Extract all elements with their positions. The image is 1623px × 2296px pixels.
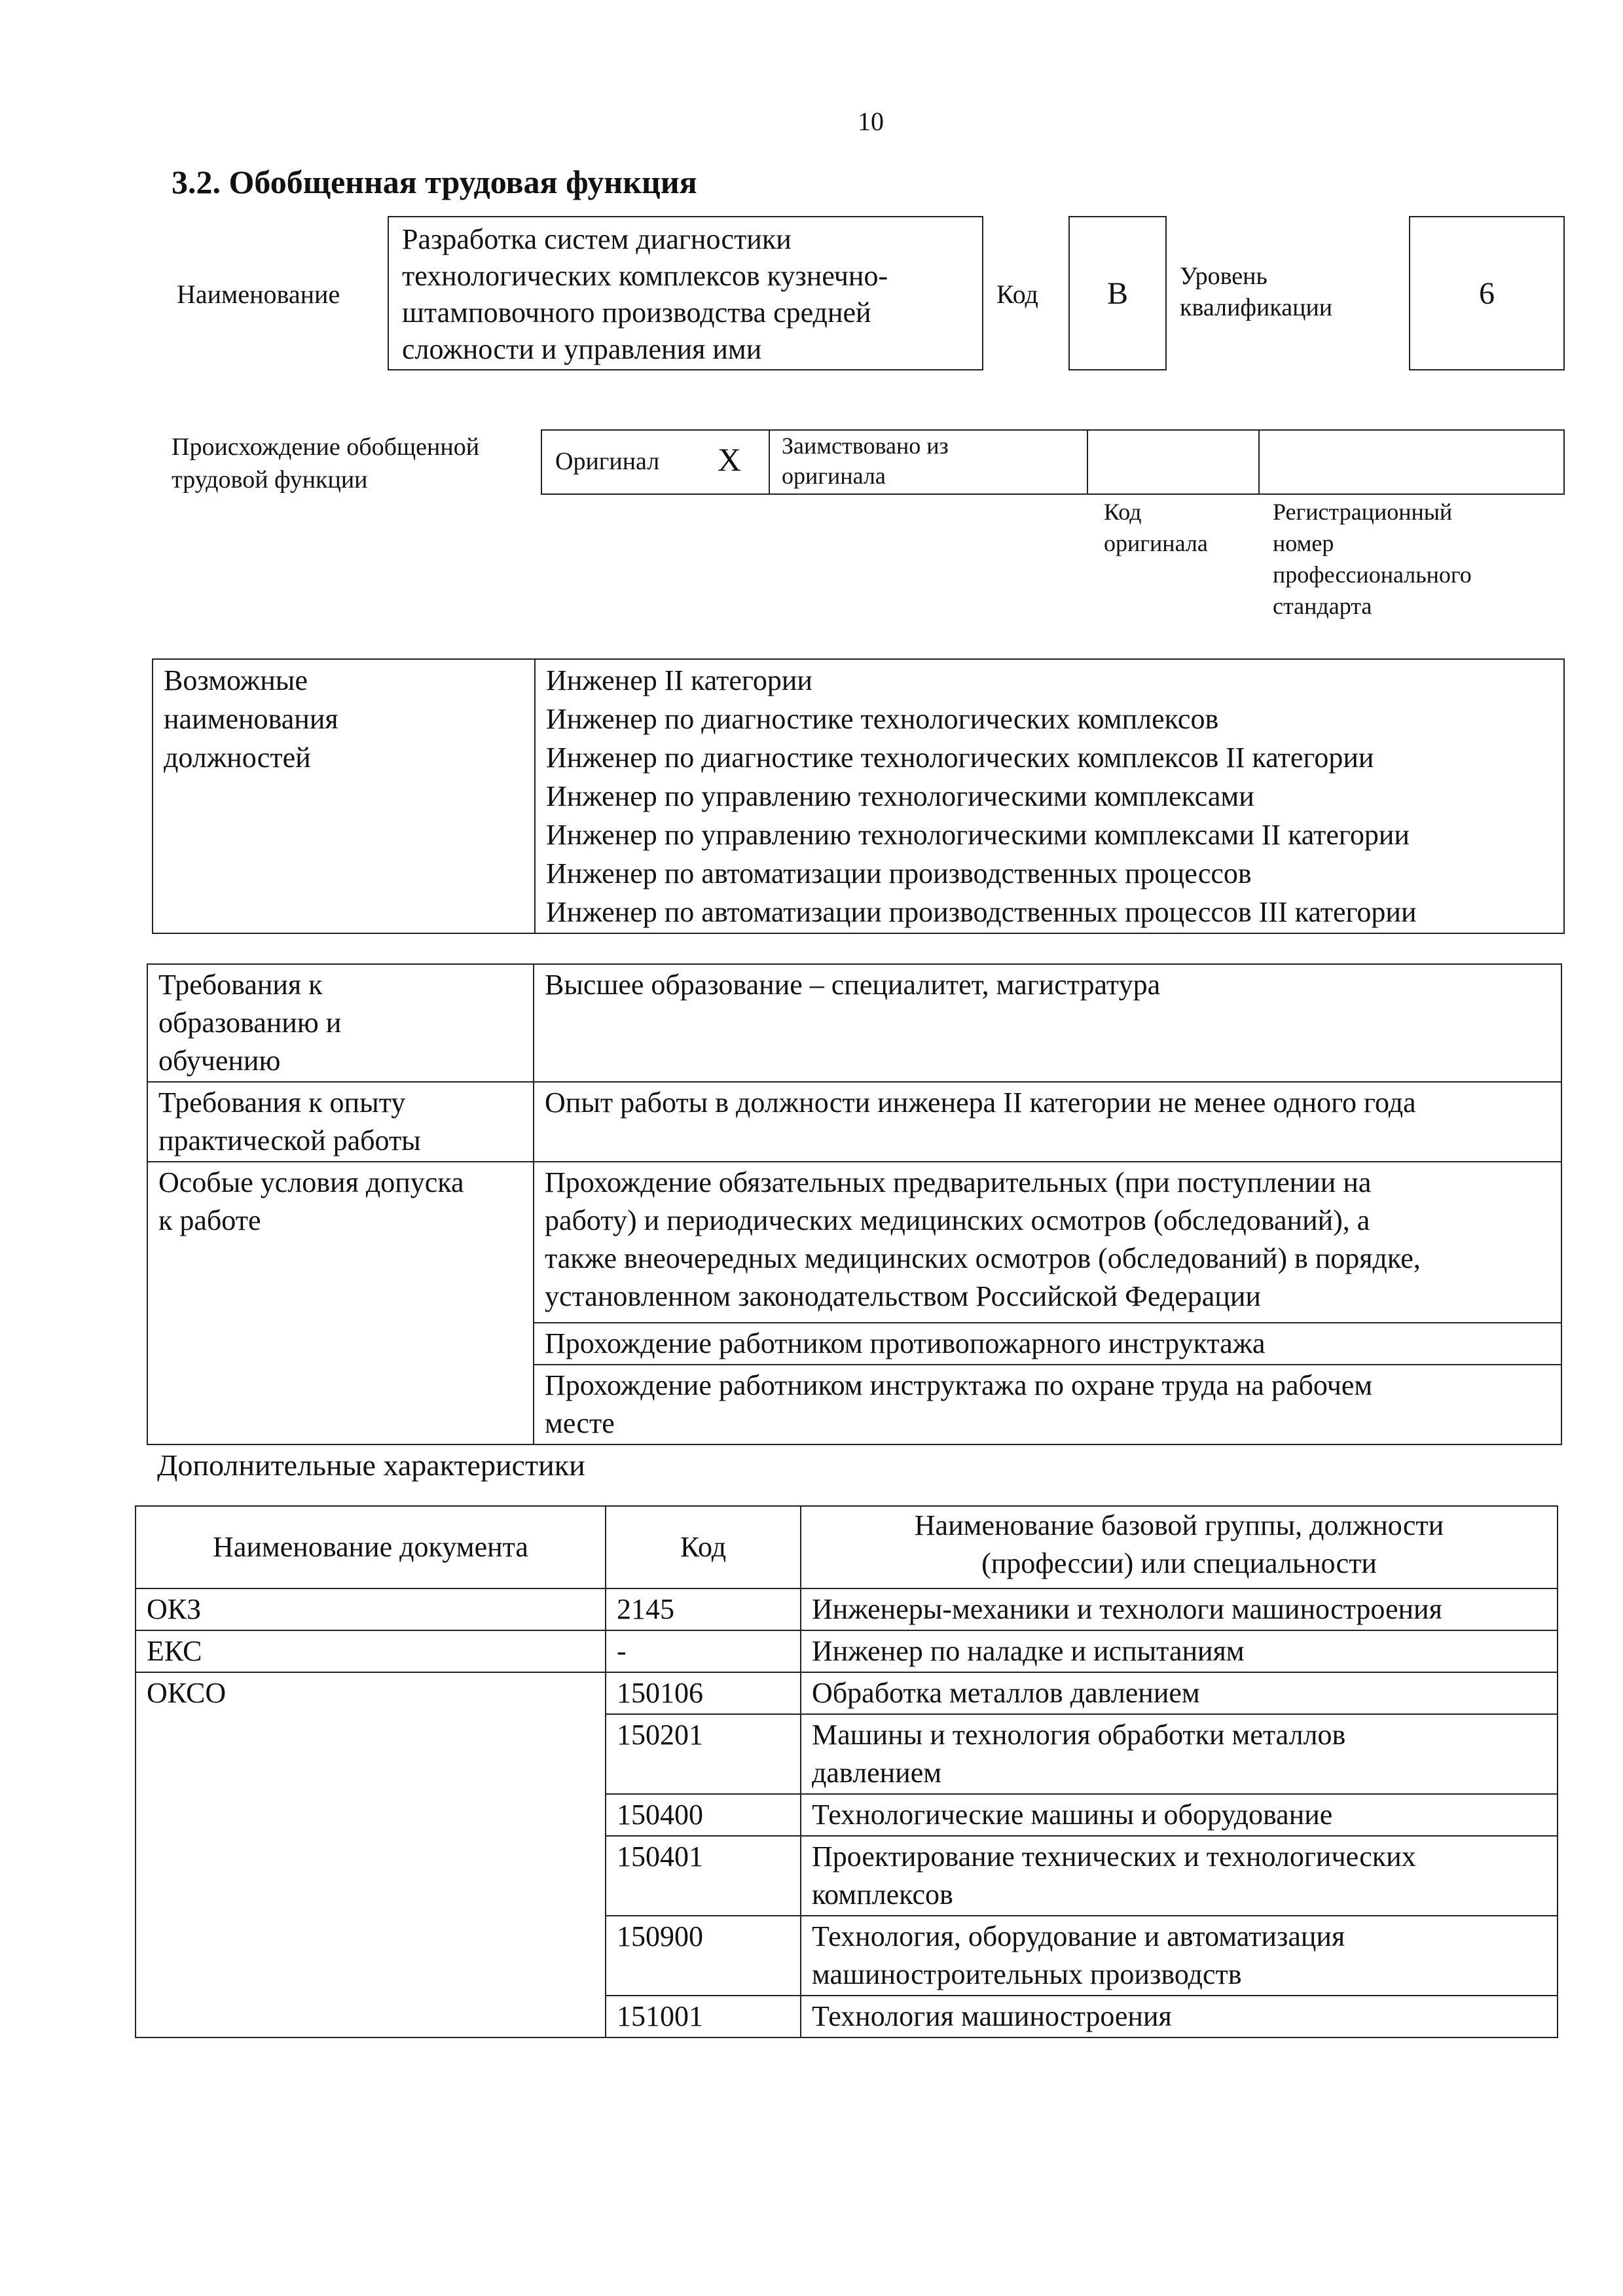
name-line: комплексов xyxy=(812,1878,953,1910)
origin-label-line: трудовой функции xyxy=(172,466,368,493)
level-value-box xyxy=(1409,216,1565,370)
positions-label-line: Возможные xyxy=(164,664,308,696)
name-cell xyxy=(801,1916,1558,1996)
level-label-line: Уровень xyxy=(1180,262,1267,290)
req-label-line: практической работы xyxy=(158,1124,421,1157)
requirements-table xyxy=(147,963,1562,1445)
code-cell: 2145 xyxy=(606,1588,801,1630)
name-cell: Обработка металлов давлением xyxy=(801,1672,1558,1714)
positions-label-line: наименования xyxy=(164,703,338,735)
name-cell xyxy=(801,1836,1558,1916)
column-header-group-name xyxy=(801,1506,1558,1588)
positions-label-cell xyxy=(153,659,535,933)
doc-cell: ОКЗ xyxy=(136,1588,606,1630)
code-cell: 151001 xyxy=(606,1996,801,2037)
doc-cell: ОКСО xyxy=(136,1672,606,2037)
table-row xyxy=(147,1082,1561,1162)
table-row xyxy=(136,1630,1558,1672)
additional-title: Дополнительные характеристики xyxy=(157,1448,585,1482)
code-cell: 150400 xyxy=(606,1794,801,1836)
name-cell: Инженер по наладке и испытаниям xyxy=(801,1630,1558,1672)
position-item: Инженер II категории xyxy=(546,664,812,696)
condition-line: установленном законодательством Российской Федерации xyxy=(545,1280,1261,1312)
name-cell: Технология машиностроения xyxy=(801,1996,1558,2037)
condition-line: Прохождение обязательных предварительных (при поступлении на xyxy=(545,1166,1372,1198)
table-header-row xyxy=(136,1506,1558,1588)
condition-line: работу) и периодических медицинских осмотров (обследований), а xyxy=(545,1204,1370,1236)
name-cell xyxy=(801,1714,1558,1794)
origin-divider xyxy=(769,431,770,493)
header-line: Наименование базовой группы, должности xyxy=(914,1509,1444,1541)
function-name-line: технологических комплексов кузнечно- xyxy=(402,260,888,292)
original-mark: X xyxy=(718,441,742,478)
section-title: 3.2. Обобщенная трудовая функция xyxy=(172,164,697,200)
borrowed-label xyxy=(782,431,949,491)
level-label-line: квалификации xyxy=(1180,294,1333,321)
condition-line: месте xyxy=(545,1407,615,1439)
origin-divider xyxy=(1258,431,1260,493)
req-label-line: Требования к xyxy=(158,969,323,1001)
position-item: Инженер по диагностике технологических комплексов II категории xyxy=(546,742,1374,774)
borrowed-label-line: Заимствовано из xyxy=(782,433,949,459)
req-label-line: образованию и xyxy=(158,1007,342,1039)
req-label-line: Требования к опыту xyxy=(158,1086,406,1119)
caption-line: стандарта xyxy=(1273,593,1372,619)
name-cell: Технологические машины и оборудование xyxy=(801,1794,1558,1836)
level-label xyxy=(1180,260,1332,323)
name-line: давлением xyxy=(812,1757,942,1789)
origin-table xyxy=(541,429,1565,495)
position-item: Инженер по диагностике технологических комплексов xyxy=(546,703,1219,735)
code-original-caption xyxy=(1104,496,1208,559)
doc-cell: ЕКС xyxy=(136,1630,606,1672)
experience-label-cell xyxy=(147,1082,534,1162)
name-line: Машины и технология обработки металлов xyxy=(812,1719,1346,1751)
req-label-line: к работе xyxy=(158,1204,261,1236)
name-line: машиностроительных производств xyxy=(812,1958,1242,1990)
conditions-safety-cell xyxy=(534,1365,1561,1444)
function-name-line: штамповочного производства средней xyxy=(402,296,871,329)
borrowed-label-line: оригинала xyxy=(782,463,886,489)
code-cell: - xyxy=(606,1630,801,1672)
position-item: Инженер по автоматизации производственных процессов xyxy=(546,857,1252,889)
origin-label xyxy=(172,431,479,496)
education-value-cell: Высшее образование – специалитет, магистратура xyxy=(534,964,1561,1082)
reg-number-caption xyxy=(1273,496,1472,622)
origin-label-line: Происхождение обобщенной xyxy=(172,433,480,461)
table-row xyxy=(153,659,1564,933)
table-row xyxy=(136,1588,1558,1630)
table-row xyxy=(147,1162,1561,1323)
page-number: 10 xyxy=(858,107,884,136)
req-label-line: Особые условия допуска xyxy=(158,1166,464,1198)
name-line: Проектирование технических и технологических xyxy=(812,1840,1416,1873)
code-value: B xyxy=(1106,276,1128,311)
code-cell: 150900 xyxy=(606,1916,801,1996)
caption-line: оригинала xyxy=(1104,530,1208,556)
table-row xyxy=(136,1672,1558,1714)
table-row xyxy=(147,964,1561,1082)
caption-line: Регистрационный xyxy=(1273,499,1453,525)
conditions-fire-cell: Прохождение работником противопожарного инструктажа xyxy=(534,1323,1561,1365)
level-value: 6 xyxy=(1479,276,1495,311)
column-header-document: Наименование документа xyxy=(136,1506,606,1588)
origin-divider xyxy=(1087,431,1088,493)
conditions-label-cell xyxy=(147,1162,534,1444)
code-cell: 150201 xyxy=(606,1714,801,1794)
code-cell: 150401 xyxy=(606,1836,801,1916)
code-label: Код xyxy=(996,279,1038,309)
additional-table xyxy=(135,1505,1558,2038)
header-line: (профессии) или специальности xyxy=(981,1547,1377,1579)
positions-table xyxy=(152,658,1565,934)
original-label: Оригинал xyxy=(555,448,660,475)
caption-line: Код xyxy=(1104,499,1142,525)
name-label: Наименование xyxy=(177,279,340,309)
condition-line: Прохождение работником инструктажа по охране труда на рабочем xyxy=(545,1369,1373,1401)
positions-list-cell xyxy=(535,659,1564,933)
education-label-cell xyxy=(147,964,534,1082)
function-name-box xyxy=(388,216,983,370)
name-line: Технология, оборудование и автоматизация xyxy=(812,1920,1345,1952)
name-cell: Инженеры-механики и технологи машиностроения xyxy=(801,1588,1558,1630)
conditions-medical-cell xyxy=(534,1162,1561,1323)
column-header-code: Код xyxy=(606,1506,801,1588)
code-value-box xyxy=(1068,216,1167,370)
condition-line: также внеочередных медицинских осмотров (обследований) в порядке, xyxy=(545,1242,1421,1274)
positions-label-line: должностей xyxy=(164,742,311,774)
position-item: Инженер по управлению технологическими комплексами xyxy=(546,780,1254,812)
function-name-line: Разработка систем диагностики xyxy=(402,223,792,255)
experience-value-cell: Опыт работы в должности инженера II категории не менее одного года xyxy=(534,1082,1561,1162)
req-label-line: обучению xyxy=(158,1045,281,1077)
position-item: Инженер по управлению технологическими комплексами II категории xyxy=(546,819,1410,851)
code-cell: 150106 xyxy=(606,1672,801,1714)
position-item: Инженер по автоматизации производственных процессов III категории xyxy=(546,896,1417,928)
caption-line: профессионального xyxy=(1273,562,1472,588)
caption-line: номер xyxy=(1273,530,1334,556)
function-name-line: сложности и управления ими xyxy=(402,333,762,365)
